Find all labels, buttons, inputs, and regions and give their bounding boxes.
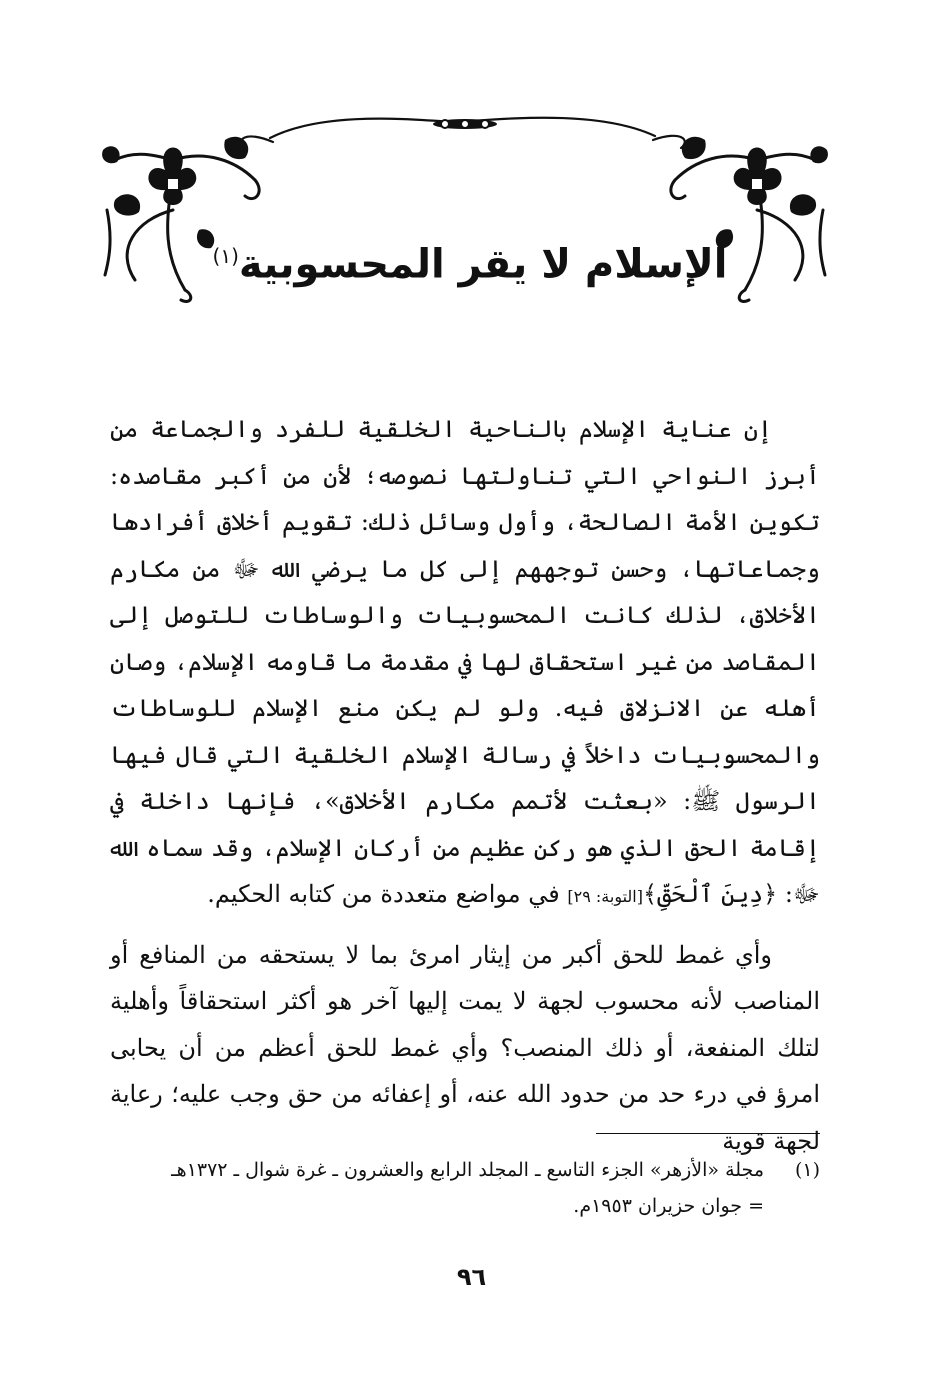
paragraph-1-text: إن عناية الإسلام بالناحية الخلقية للفرد والجماعة من أبرز النواحي التي تناولتها نصوصه؛ لأن من أكبر مقاصده: تكوين الأمة الصالحة، وأول وسائل ذلك: تقويم أخلاق أفرادها وجماعاتها، وحسن توجههم إلى كل ما يرضي الله ﷻ من مكارم الأخلاق، لذلك كانت المحسوبيات والوساطات للتوصل إلى المقاصد من غير استحقاق لها في مقدمة ما قاومه الإسلام، وصان أهله عن الانزلاق فيه. ولو لم يكن منع الإسلام للوساطات والمحسوبيات داخلاً في رسالة الإسلام الخلقية التي قال فيها الرسول ﷺ: «بعثت لأتمم مكارم الأخلاق»، فإنها داخلة في إقامة الحق الذي هو ركن عظيم من أركان الإسلام، وقد سماه الله ﷻ: ﴿دِينَ ٱلْحَقِّ﴾ [110,415,820,908]
quran-citation: [التوبة: ٢٩] [567,887,643,906]
paragraph-1 [110,406,820,921]
footnote-line-1 [110,1152,820,1188]
body-text [110,406,820,1164]
chapter-title-text: الإسلام لا يقر المحسوبية [238,241,728,288]
footnote-marker: (١) [794,1159,820,1181]
page-number: ٩٦ [456,1263,487,1291]
footnote-text: مجلة «الأزهر» الجزء التاسع ـ المجلد الرابع والعشرون ـ غرة شوال ـ ١٣٧٢هـ [171,1159,764,1181]
footnote [110,1152,820,1224]
chapter-title [200,226,740,294]
footnote-line-2: = جوان حزيران ١٩٥٣م. [573,1195,764,1217]
paragraph-2: وأي غمط للحق أكبر من إيثار امرئ بما لا يستحقه من المنافع أو المناصب لأنه محسوب لجهة لا يمت إليها آخر هو أكثر استحقاقاً وأهلية لتلك المنفعة، أو ذلك المنصب؟ وأي غمط للحق أعظم من أن يحابى امرؤ في درء حد من حدود الله عنه، أو إعفائه من حق وجب عليه؛ رعاية لجهة قوية [110,940,820,1155]
paragraph-1-ending: في مواضع متعددة من كتابه الحكيم. [207,880,568,908]
footnote-separator [596,1133,820,1134]
title-footnote-ref: (١) [212,244,239,268]
